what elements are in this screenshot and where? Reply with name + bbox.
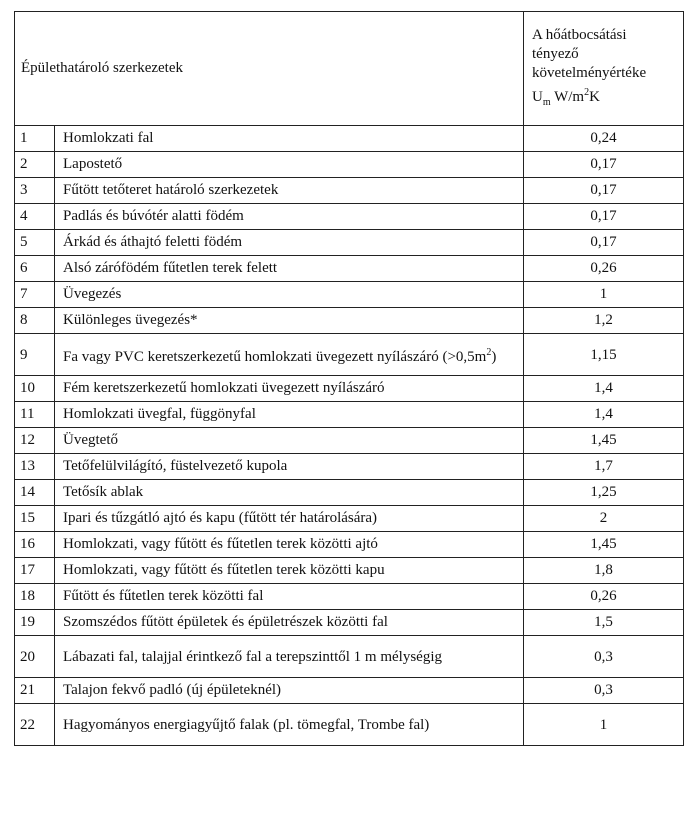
- row-name: Ipari és tűzgátló ajtó és kapu (fűtött tér határolására): [55, 506, 524, 532]
- row-value: 0,26: [524, 584, 684, 610]
- header-line-1: A hőátbocsátási: [532, 26, 627, 43]
- row-number: 15: [15, 506, 55, 532]
- table-row: [15, 376, 684, 402]
- row-value: 1,45: [524, 532, 684, 558]
- table-row: [15, 126, 684, 152]
- row-value: 0,17: [524, 152, 684, 178]
- requirements-table-container: [14, 11, 684, 746]
- row-number: 16: [15, 532, 55, 558]
- row-name: Különleges üvegezés*: [55, 308, 524, 334]
- table-row: [15, 308, 684, 334]
- row-value: 1,45: [524, 428, 684, 454]
- header-line-3: követelményértéke: [532, 64, 647, 81]
- row-name: Fa vagy PVC keretszerkezetű homlokzati üvegezett nyílászáró $(>0,5m^2)$: [55, 334, 524, 376]
- row-value: 0,24: [524, 126, 684, 152]
- table-row: [15, 610, 684, 636]
- row-value: 1,25: [524, 480, 684, 506]
- row-name: Tetősík ablak: [55, 480, 524, 506]
- header-structures: Épülethatároló szerkezetek: [15, 12, 524, 126]
- row-name: Üvegezés: [55, 282, 524, 308]
- row-number: 1: [15, 126, 55, 152]
- table-row: [15, 334, 684, 376]
- row-value: 1: [524, 282, 684, 308]
- table-row: [15, 506, 684, 532]
- row-number: 3: [15, 178, 55, 204]
- row-number: 10: [15, 376, 55, 402]
- table-row: [15, 152, 684, 178]
- row-value: 0,17: [524, 178, 684, 204]
- row-value: 1,5: [524, 610, 684, 636]
- row-number: 11: [15, 402, 55, 428]
- row-name: Homlokzati, vagy fűtött és fűtetlen terek közötti kapu: [55, 558, 524, 584]
- row-name: Tetőfelülvilágító, füstelvezető kupola: [55, 454, 524, 480]
- row-number: 2: [15, 152, 55, 178]
- row-name: Homlokzati, vagy fűtött és fűtetlen terek közötti ajtó: [55, 532, 524, 558]
- row-name: Fűtött és fűtetlen terek közötti fal: [55, 584, 524, 610]
- row-name: Lábazati fal, talajjal érintkező fal a terepszinttől 1 m mélységig: [55, 636, 524, 678]
- table-row: [15, 636, 684, 678]
- header-unit: $U_m$ $W/m^2K$: [532, 86, 600, 108]
- table-row: [15, 204, 684, 230]
- row-value: 0,17: [524, 204, 684, 230]
- row-value: 1,8: [524, 558, 684, 584]
- row-name: Hagyományos energiagyűjtő falak (pl. tömegfal, Trombe fal): [55, 704, 524, 746]
- row-value: 2: [524, 506, 684, 532]
- row-name: Szomszédos fűtött épületek és épületrészek közötti fal: [55, 610, 524, 636]
- row-number: 19: [15, 610, 55, 636]
- row-value: 0,17: [524, 230, 684, 256]
- row-value: 0,3: [524, 636, 684, 678]
- table-row: [15, 678, 684, 704]
- table-row: [15, 282, 684, 308]
- row-number: 14: [15, 480, 55, 506]
- table-row: [15, 704, 684, 746]
- row-name: Homlokzati fal: [55, 126, 524, 152]
- row-name: Árkád és áthajtó feletti födém: [55, 230, 524, 256]
- row-name: Homlokzati üvegfal, függönyfal: [55, 402, 524, 428]
- row-number: 7: [15, 282, 55, 308]
- row-value: 1,15: [524, 334, 684, 376]
- row-value: 1: [524, 704, 684, 746]
- table-row: [15, 480, 684, 506]
- table-row: [15, 454, 684, 480]
- row-value: 0,3: [524, 678, 684, 704]
- row-value: 1,4: [524, 376, 684, 402]
- row-number: 21: [15, 678, 55, 704]
- row-number: 8: [15, 308, 55, 334]
- table-row: [15, 230, 684, 256]
- table-row: [15, 428, 684, 454]
- row-number: 5: [15, 230, 55, 256]
- row-value: 0,26: [524, 256, 684, 282]
- row-number: 4: [15, 204, 55, 230]
- row-number: 9: [15, 334, 55, 376]
- row-name: Talajon fekvő padló (új épületeknél): [55, 678, 524, 704]
- row-name: Fűtött tetőteret határoló szerkezetek: [55, 178, 524, 204]
- row-name: Lapostető: [55, 152, 524, 178]
- row-value: 1,4: [524, 402, 684, 428]
- row-name: Padlás és búvótér alatti födém: [55, 204, 524, 230]
- requirements-table: [14, 11, 684, 746]
- row-number: 6: [15, 256, 55, 282]
- table-row: [15, 558, 684, 584]
- row-number: 17: [15, 558, 55, 584]
- table-header-row: [15, 12, 684, 126]
- table-row: [15, 256, 684, 282]
- row-value: 1,2: [524, 308, 684, 334]
- row-number: 20: [15, 636, 55, 678]
- row-value: 1,7: [524, 454, 684, 480]
- table-row: [15, 532, 684, 558]
- table-row: [15, 178, 684, 204]
- row-name: Fém keretszerkezetű homlokzati üvegezett nyílászáró: [55, 376, 524, 402]
- row-name: Üvegtető: [55, 428, 524, 454]
- row-name: Alsó zárófödém fűtetlen terek felett: [55, 256, 524, 282]
- row-number: 13: [15, 454, 55, 480]
- table-row: [15, 402, 684, 428]
- row-number: 18: [15, 584, 55, 610]
- header-u-value: [524, 12, 684, 126]
- header-line-2: tényező: [532, 45, 579, 62]
- table-row: [15, 584, 684, 610]
- row-number: 12: [15, 428, 55, 454]
- row-number: 22: [15, 704, 55, 746]
